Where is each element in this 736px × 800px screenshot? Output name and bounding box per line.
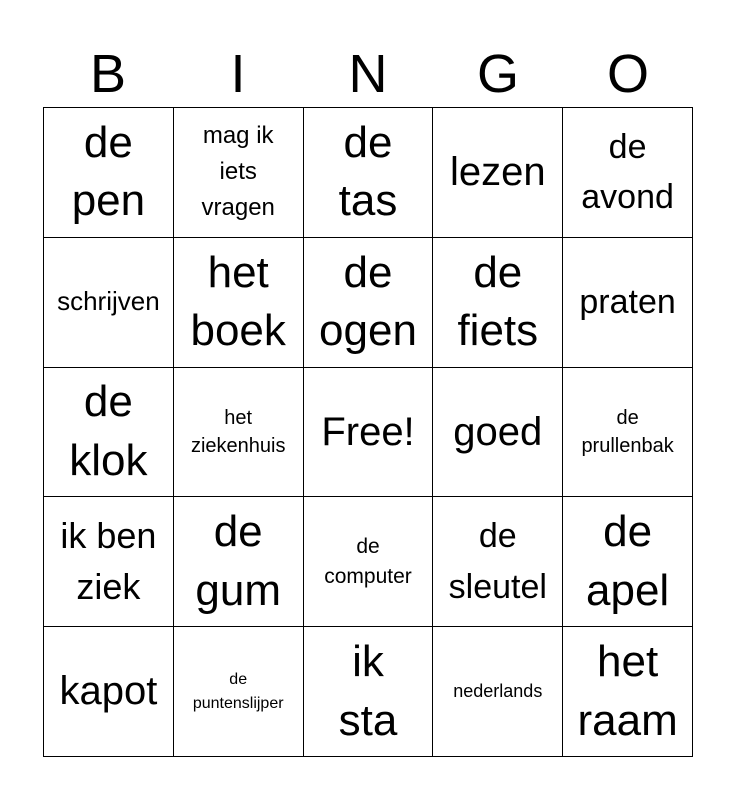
bingo-cell[interactable] (44, 238, 174, 368)
bingo-header (43, 40, 693, 108)
cell-text: de fiets (457, 247, 539, 356)
cell-text: lezen (449, 150, 546, 194)
cell-text: schrijven (57, 286, 160, 317)
cell-text: het boek (190, 247, 286, 356)
bingo-cell[interactable] (44, 108, 174, 238)
bingo-cell[interactable] (304, 497, 434, 627)
bingo-cell[interactable] (563, 497, 693, 627)
cell-text: de apel (586, 507, 670, 615)
bingo-cell[interactable] (174, 108, 304, 238)
cell-text: ik sta (338, 637, 398, 745)
cell-text: de pen (71, 117, 146, 226)
bingo-cell[interactable] (563, 108, 693, 238)
bingo-cell[interactable] (174, 627, 304, 757)
bingo-cell[interactable] (44, 368, 174, 498)
bingo-free-cell[interactable] (304, 368, 434, 498)
cell-text: ik ben ziek (60, 515, 157, 607)
bingo-cell[interactable] (174, 368, 304, 498)
bingo-cell[interactable] (563, 238, 693, 368)
bingo-cell[interactable] (563, 368, 693, 498)
cell-text: de ogen (319, 247, 417, 356)
cell-text: de puntenslijper (192, 671, 284, 712)
bingo-cell[interactable] (433, 108, 563, 238)
cell-text: kapot (59, 669, 158, 714)
free-space-text: Free! (321, 409, 415, 454)
cell-text: de avond (581, 128, 674, 217)
cell-text: nederlands (453, 681, 543, 702)
cell-text: de gum (195, 507, 281, 615)
bingo-cell[interactable] (174, 238, 304, 368)
cell-text: de computer (324, 535, 412, 588)
bingo-cell[interactable] (304, 238, 434, 368)
cell-text: het raam (577, 637, 678, 745)
cell-text: de sleutel (448, 517, 547, 606)
header-letter-o: O (606, 44, 649, 104)
bingo-cell[interactable] (174, 497, 304, 627)
header-letter-b: B (89, 44, 127, 104)
bingo-cell[interactable] (44, 497, 174, 627)
bingo-cell[interactable] (304, 108, 434, 238)
bingo-cell[interactable] (433, 238, 563, 368)
cell-text: de prullenbak (581, 406, 674, 457)
bingo-cell[interactable] (563, 627, 693, 757)
cell-text: de tas (338, 117, 398, 226)
bingo-board (43, 107, 693, 757)
header-letter-i: I (230, 44, 246, 104)
cell-text: het ziekenhuis (190, 406, 286, 457)
cell-text: goed (453, 409, 543, 454)
cell-text: praten (579, 283, 676, 322)
cell-text: de klok (69, 377, 148, 485)
header-letter-g: G (476, 44, 519, 104)
bingo-cell[interactable] (433, 497, 563, 627)
bingo-cell[interactable] (433, 368, 563, 498)
bingo-cell[interactable] (433, 627, 563, 757)
bingo-cell[interactable] (44, 627, 174, 757)
bingo-cell[interactable] (304, 627, 434, 757)
header-letter-n: N (348, 44, 388, 104)
cell-text: mag ik iets vragen (201, 122, 275, 222)
